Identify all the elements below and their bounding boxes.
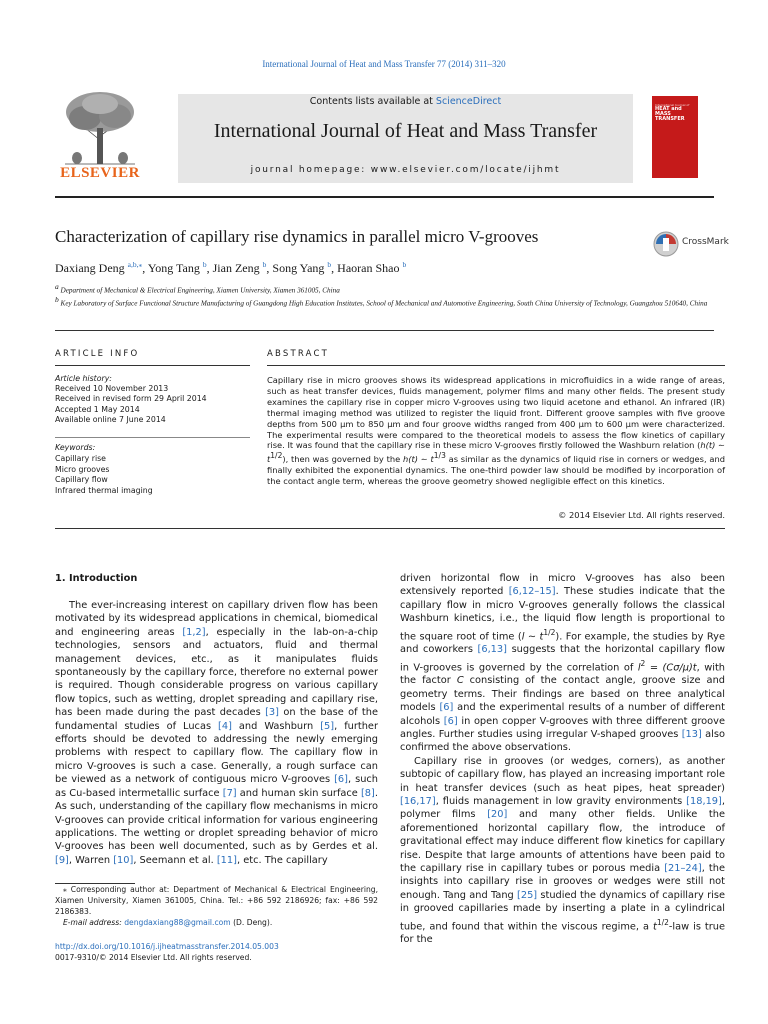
email-label: E-mail address: bbox=[63, 918, 125, 927]
math-expression: h(t) ∼ t bbox=[403, 454, 434, 465]
citation-link[interactable]: [6,12–15] bbox=[508, 586, 556, 598]
affiliation-mark: a bbox=[55, 282, 59, 291]
article-info-heading: ARTICLE INFO bbox=[55, 349, 140, 359]
keyword-item: Micro grooves bbox=[55, 464, 110, 474]
header-divider bbox=[55, 196, 714, 198]
history-entry: Available online 7 June 2014 bbox=[55, 414, 166, 424]
citation-link[interactable]: [8] bbox=[360, 787, 375, 799]
email-suffix: (D. Deng). bbox=[230, 918, 273, 927]
citation-link[interactable]: [9] bbox=[55, 854, 69, 866]
citation-link[interactable]: [6,13] bbox=[477, 644, 507, 656]
article-title: Characterization of capillary rise dynamics in parallel micro V-grooves bbox=[55, 227, 539, 246]
citation-link[interactable]: [5] bbox=[320, 720, 335, 732]
author-name[interactable]: Daxiang Deng bbox=[55, 261, 125, 275]
contents-prefix: Contents lists available at bbox=[309, 96, 436, 107]
affiliation-mark: b bbox=[55, 295, 59, 304]
contents-availability bbox=[178, 96, 633, 107]
abstract-rule bbox=[267, 365, 725, 366]
abstract-bottom-rule bbox=[55, 528, 725, 529]
affiliation-text: Key Laboratory of Surface Functional Structure Manufacturing of Guangdong High Education Institutes, School of Mechanical and Automotive Engineering, South China University of Technology, Guangzhou 510640, China bbox=[60, 299, 708, 308]
keyword-item: Infrared thermal imaging bbox=[55, 486, 153, 496]
citation-link[interactable]: [25] bbox=[517, 889, 538, 901]
crossmark-icon bbox=[652, 230, 680, 258]
citation-link[interactable]: [6] bbox=[443, 715, 458, 727]
citation-link[interactable]: [20] bbox=[487, 809, 508, 821]
crossmark-label: CrossMark bbox=[682, 237, 729, 247]
history-entry: Accepted 1 May 2014 bbox=[55, 404, 140, 414]
affiliation-a bbox=[55, 282, 725, 294]
author-affiliation-mark[interactable]: a,b,⁎ bbox=[127, 260, 143, 269]
citation-link[interactable]: [11] bbox=[216, 854, 237, 866]
corresponding-author-footnote bbox=[55, 884, 378, 928]
abstract-heading: ABSTRACT bbox=[267, 349, 330, 359]
citation-link[interactable]: [16,17] bbox=[400, 796, 436, 808]
abstract-copyright: © 2014 Elsevier Ltd. All rights reserved. bbox=[558, 510, 725, 520]
citation-link[interactable]: [1,2] bbox=[182, 626, 206, 638]
history-entry: Received 10 November 2013 bbox=[55, 384, 169, 394]
doi-link[interactable]: http://dx.doi.org/10.1016/j.ijheatmasstransfer.2014.05.003 bbox=[55, 942, 279, 951]
keyword-item: Capillary flow bbox=[55, 475, 108, 485]
affiliation-b bbox=[55, 294, 727, 309]
elsevier-wordmark: ELSEVIER bbox=[60, 165, 140, 181]
footnote-text: Corresponding author at: Department of Mechanical & Electrical Engineering, Xiamen University, Xiamen 361005, China. Tel.: +86 592 2186926; fax: +86 592 2186383. bbox=[55, 885, 378, 916]
body-paragraph: driven horizontal flow in micro V-grooves has also been extensively reported [6,12–15]. These studies indicate that the capillary flow in micro V-grooves generally follows the classical Washburn kinetics, i.e., the liquid flow length is proportional to the square root of time (l ∼ $t^{1/2}$). For example, the studies by Rye and coworkers [6,13] suggests that the horizontal capillary flow in V-grooves is governed by the correlation of $l^2 = (C\sigma/\mu)t$, with the factor C consisting of the contact angle, groove size and geometry terms. Their findings are based on three analytical models [6] and the experimental results of a number of different alcohols [6] in open copper V-grooves with three different groove angles. Further studies using irregular V-shaped grooves [13] also confirmed the above observations. bbox=[400, 573, 726, 754]
keywords-list bbox=[55, 443, 250, 497]
front-matter-divider bbox=[55, 330, 714, 331]
author-name[interactable]: Song Yang bbox=[272, 261, 325, 275]
journal-title: International Journal of Heat and Mass Transfer bbox=[213, 120, 598, 142]
body-paragraph: The ever-increasing interest on capillary driven flow has been motivated by its widespread applications in chemical, biomedical and engineering areas [1,2], especially in the lab-on-a-chip technologies, sensors and actuators, fluid and thermal management devices, etc., as it manipulates fluids spontaneously by the capillary force, therefore no external power is required. Though considerable progress on various capillary flow topics, such as wetting, droplet spreading and capillary rise, has been made during the past decades [3] on the base of the fundamental studies of Lucas [4] and Washburn [5], further efforts should be devoted to addressing the newly emerging problems with respect to capillary flow. The capillary flow in micro V-grooves is such a case. Generally, a rough surface can be viewed as a network of contiguous micro V-grooves [6], such as Cu-based intermetallic surface [7] and human skin surface [8]. As such, understanding of the capillary flow mechanisms in micro V-grooves can provide critical information for various engineering applications. The wetting or droplet spreading behavior of micro V-grooves has been well documented, such as by Gerdes et al. [9], Warren [10], Seemann et al. [11], etc. The capillary bbox=[55, 600, 378, 866]
citation-link[interactable]: [7] bbox=[222, 787, 237, 799]
affiliation-text: Department of Mechanical & Electrical Engineering, Xiamen University, Xiamen 361005, China bbox=[60, 286, 340, 295]
sciencedirect-link[interactable]: ScienceDirect bbox=[435, 96, 502, 107]
author-affiliation-mark[interactable]: b bbox=[402, 260, 407, 269]
math-exponent: 1/3 bbox=[433, 451, 446, 461]
history-divider bbox=[55, 437, 250, 438]
citation-link[interactable]: [13] bbox=[681, 729, 702, 740]
body-column-right bbox=[400, 572, 725, 947]
keyword-item: Capillary rise bbox=[55, 453, 106, 463]
homepage-url-link[interactable]: www.elsevier.com/locate/ijhmt bbox=[370, 165, 561, 175]
citation-link[interactable]: [10] bbox=[113, 854, 134, 866]
citation-link[interactable]: [6] bbox=[439, 702, 454, 714]
article-info-rule bbox=[55, 365, 250, 366]
author-list: Daxiang Deng $^{a,b,⁎}$, Yong Tang $^b$, Jian Zeng $^b$, Song Yang $^b$, Haoran Shao $^b$ bbox=[55, 260, 407, 275]
citation-link[interactable]: [6] bbox=[334, 774, 348, 786]
footnote-mark: ⁎ bbox=[63, 885, 67, 894]
citation-link[interactable]: [18,19] bbox=[686, 796, 722, 808]
section-heading: 1. Introduction bbox=[55, 573, 138, 584]
author-name[interactable]: Haoran Shao bbox=[337, 261, 400, 275]
author-name[interactable]: Yong Tang bbox=[147, 261, 200, 275]
abstract-text: Capillary rise in micro grooves shows its widespread applications in microfluidics in a wide range of areas, such as heat transfer devices, fluids management, polymer films and many other fields. The present study examines the capillary rise in copper micro V-grooves using two liquid acetone and ethanol. An infrared (IR) thermal imaging method was utilized to register the liquid front. Different groove samples with five groove depths from 500 μm to 850 μm and four groove widths ranged from 400 μm to 600 μm were characterized. The experimental results were compared to the theoretical models to assess the flow kinetics of capillary rise. It was found that the capillary rise in these micro V-grooves firstly followed the Washburn relation ( bbox=[267, 375, 725, 451]
journal-citation-link[interactable]: International Journal of Heat and Mass Transfer 77 (2014) 311–320 bbox=[262, 59, 506, 69]
journal-cover-thumbnail[interactable] bbox=[652, 96, 698, 178]
body-paragraph: Capillary rise in grooves (or wedges, corners), as another subtopic of capillary flow, has played an increasing important role in heat transfer devices (such as heat pipes, heat spreader) [16,17], fluids management in low gravity environments [18,19], polymer films [20] and many other fields. Unlike the aforementioned horizontal capillary flow, the introduce of gravitational effect may induce different flow kinetics for capillary rise. Despite that large amounts of attentions have been paid to the capillary rise in capillary tubes or porous media [21–24], the insights into capillary rise in grooves or wedges were still not enough. Tang and Tang [25] studied the dynamics of capillary rise in grooved capillaries made by inserting a plate in a cylindrical tube, and found that within the viscous regime, a $t^{1/2}$-law is true for the bbox=[400, 755, 725, 946]
author-affiliation-mark[interactable]: b bbox=[262, 260, 267, 269]
homepage-prefix: journal homepage: bbox=[250, 165, 371, 175]
body-column-left bbox=[55, 599, 378, 867]
author-affiliation-mark[interactable]: b bbox=[202, 260, 207, 269]
citation-link[interactable]: [3] bbox=[265, 707, 279, 719]
cover-subtitle: International Journal of bbox=[655, 103, 690, 107]
history-label: Article history: bbox=[55, 374, 112, 383]
issn-copyright: 0017-9310/© 2014 Elsevier Ltd. All rights reserved. bbox=[55, 953, 252, 962]
abstract-body bbox=[267, 375, 725, 487]
author-affiliation-mark[interactable]: b bbox=[327, 260, 332, 269]
author-name[interactable]: Jian Zeng bbox=[212, 261, 260, 275]
journal-homepage bbox=[178, 165, 633, 175]
abstract-text: as similar as the dynamics of liquid rise in corners or wedges, and finally exhibited the exponential dynamics. The one-third powder law should be modified by incorporation of the contact angle term, whereas the groove geometry showed negligible effect on this kinetics. bbox=[267, 454, 725, 486]
email-link[interactable]: dengdaxiang88@gmail.com bbox=[124, 918, 231, 927]
citation-link[interactable]: [4] bbox=[218, 720, 232, 732]
math-exponent: 1/2 bbox=[270, 451, 283, 461]
abstract-text: ), then was governed by the bbox=[282, 454, 404, 465]
article-history bbox=[55, 374, 250, 425]
keywords-label: Keywords: bbox=[55, 443, 96, 452]
math-expression: h(t) ∼ t bbox=[267, 440, 725, 465]
citation-link[interactable]: [21–24] bbox=[664, 863, 702, 875]
history-entry: Received in revised form 29 April 2014 bbox=[55, 394, 207, 404]
cover-title: HEAT and MASS TRANSFER bbox=[655, 106, 685, 122]
crossmark-badge[interactable] bbox=[652, 230, 732, 258]
